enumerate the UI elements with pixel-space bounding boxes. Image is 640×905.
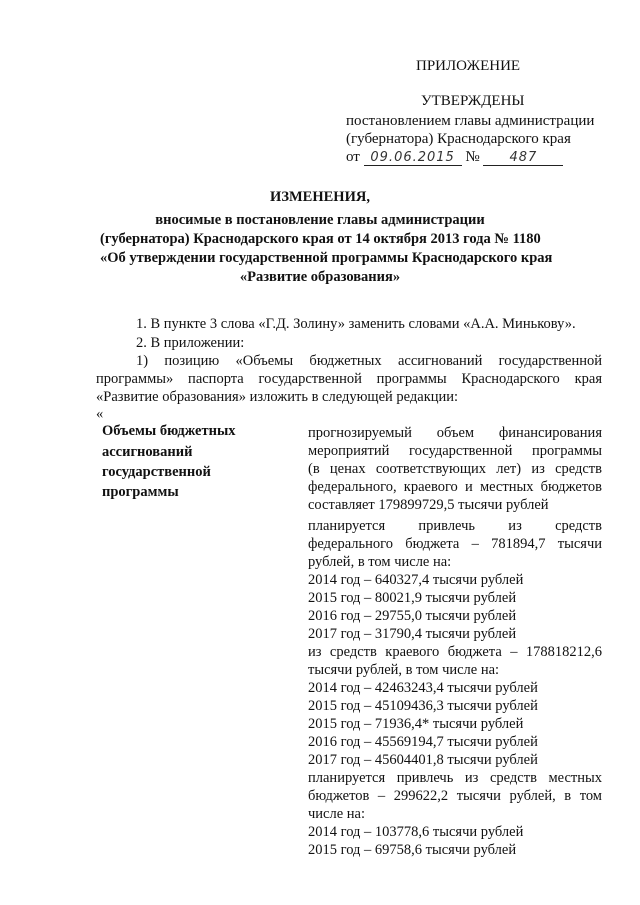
table-right-line: прогнозируемый объем финансирования: [308, 425, 602, 441]
number-label: №: [465, 149, 480, 165]
header-line-2: (губернатора) Краснодарского края: [346, 131, 571, 147]
table-right-line: 2014 год – 103778,6 тысячи рублей: [308, 824, 524, 840]
paragraph-2: 2. В приложении:: [136, 335, 245, 351]
approved-label: УТВЕРЖДЕНЫ: [421, 93, 525, 109]
table-right-line: 2017 год – 31790,4 тысячи рублей: [308, 626, 517, 642]
table-right-line: тысячи рублей, в том числе на:: [308, 662, 500, 678]
table-left-label-3: государственной: [102, 464, 211, 480]
title-line-4: «Развитие образования»: [239, 269, 401, 285]
table-left-label-2: ассигнований: [102, 444, 193, 460]
table-right-line: 2017 год – 45604401,8 тысячи рублей: [308, 752, 538, 768]
appendix-label: ПРИЛОЖЕНИЕ: [416, 58, 521, 74]
table-right-line: мероприятий государственной программы: [308, 443, 602, 459]
table-right-line: федерального бюджета – 781894,7 тысячи: [308, 536, 602, 552]
paragraph-3-line-1: 1) позицию «Объемы бюджетных ассигнований государственной: [136, 353, 602, 369]
title-line-3: «Об утверждении государственной программы Краснодарского края: [100, 250, 553, 266]
table-right-line: бюджетов – 299622,2 тысячи рублей, в том: [308, 788, 602, 804]
table-right-line: 2014 год – 640327,4 тысячи рублей: [308, 572, 524, 588]
table-right-line: составляет 179899729,5 тысячи рублей: [308, 497, 549, 513]
table-right-line: 2016 год – 45569194,7 тысячи рублей: [308, 734, 538, 750]
handwritten-date: 09.06.2015: [364, 150, 462, 166]
table-left-label-4: программы: [102, 484, 179, 500]
title-main: ИЗМЕНЕНИЯ,: [270, 189, 370, 205]
table-right-line: (в ценах соответствующих лет) из средств: [308, 461, 602, 477]
table-right-line: 2016 год – 29755,0 тысячи рублей: [308, 608, 517, 624]
table-right-line: 2014 год – 42463243,4 тысячи рублей: [308, 680, 538, 696]
table-right-line: 2015 год – 45109436,3 тысячи рублей: [308, 698, 538, 714]
paragraph-3-line-3: «Развитие образования» изложить в следующей редакции:: [96, 389, 459, 405]
paragraph-1: 1. В пункте 3 слова «Г.Д. Золину» заменить словами «А.А. Минькову».: [136, 316, 576, 332]
table-left-label-1: Объемы бюджетных: [102, 423, 236, 439]
from-label: от: [346, 149, 360, 165]
title-line-1: вносимые в постановление главы администрации: [155, 212, 485, 228]
table-right-line: 2015 год – 71936,4* тысячи рублей: [308, 716, 524, 732]
table-right-line: рублей, в том числе на:: [308, 554, 452, 570]
paragraph-3-line-2: программы» паспорта государственной программы Краснодарского края: [96, 371, 602, 387]
header-date-line: [346, 149, 563, 166]
header-line-1: постановлением главы администрации: [346, 113, 595, 129]
table-right-line: планируется привлечь из средств: [308, 518, 602, 534]
table-right-line: планируется привлечь из средств местных: [308, 770, 602, 786]
table-right-line: числе на:: [308, 806, 366, 822]
title-line-2: (губернатора) Краснодарского края от 14 октября 2013 года № 1180: [100, 231, 541, 247]
handwritten-number: 487: [483, 150, 563, 166]
table-right-line: 2015 год – 69758,6 тысячи рублей: [308, 842, 517, 858]
table-right-line: 2015 год – 80021,9 тысячи рублей: [308, 590, 517, 606]
table-right-line: федерального, краевого и местных бюджетов: [308, 479, 602, 495]
table-right-line: из средств краевого бюджета – 178818212,6: [308, 644, 602, 660]
open-quote: «: [96, 406, 104, 422]
